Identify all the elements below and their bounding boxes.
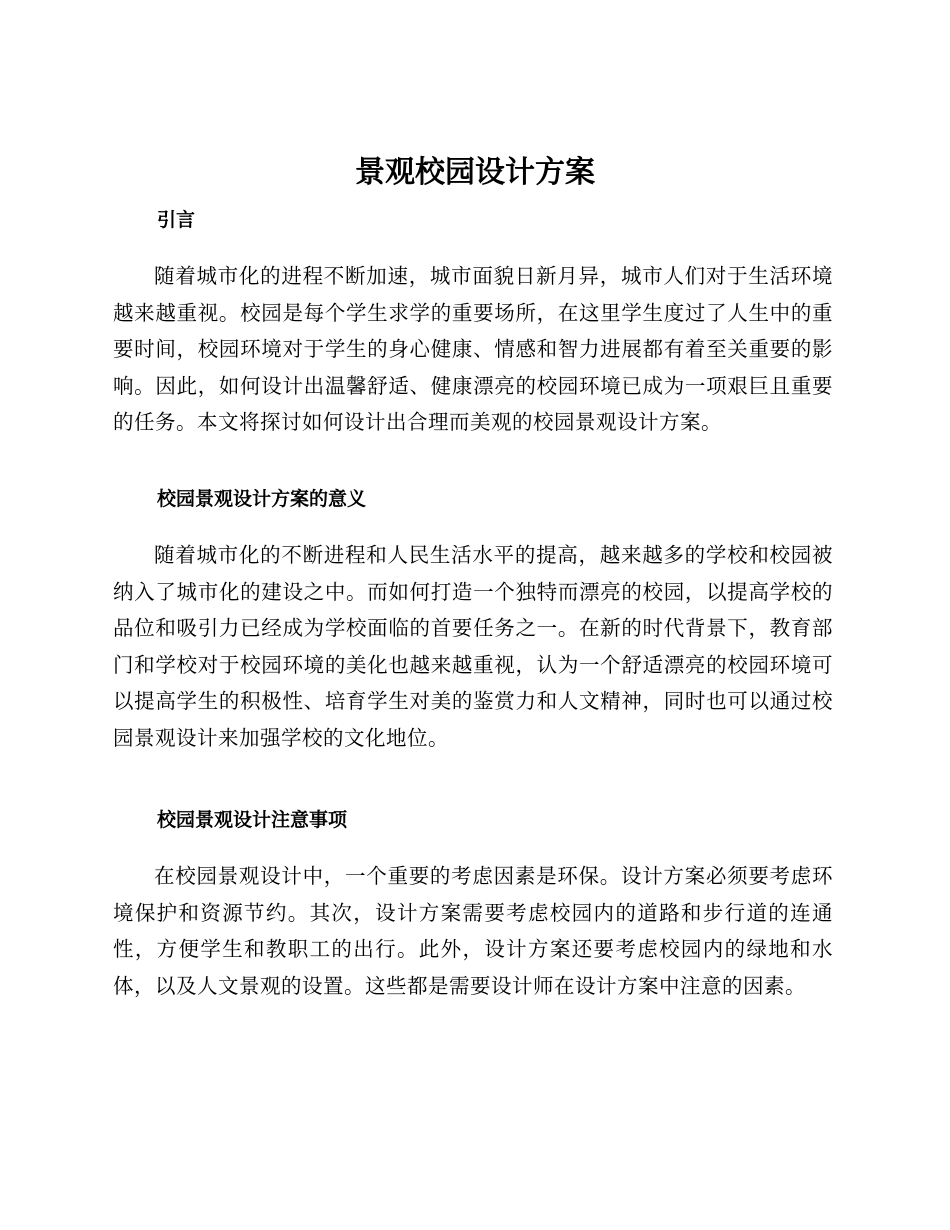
section-paragraph-significance: 随着城市化的不断进程和人民生活水平的提高，越来越多的学校和校园被纳入了城市化的建设之中。而如何打造一个独特而漂亮的校园，以提高学校的品位和吸引力已经成为学校面临的首要任务之一。在新的时代背景下，教育部门和学校对于校园环境的美化也越来越重视，认为一个舒适漂亮的校园环境可以提高学生的积极性、培育学生对美的鉴赏力和人文精神，同时也可以通过校园景观设计来加强学校的文化地位。 <box>113 543 833 750</box>
section-heading-considerations: 校园景观设计注意事项 <box>157 809 348 831</box>
section-considerations <box>113 806 833 1004</box>
section-paragraph-considerations: 在校园景观设计中，一个重要的考虑因素是环保。设计方案必须要考虑环境保护和资源节约。其次，设计方案需要考虑校园内的道路和步行道的连通性，方便学生和教职工的出行。此外，设计方案还要考虑校园内的绿地和水体，以及人文景观的设置。这些都是需要设计师在设计方案中注意的因素。 <box>113 864 833 998</box>
section-introduction <box>113 206 833 441</box>
document-title: 景观校园设计方案 <box>355 155 595 190</box>
section-heading-introduction: 引言 <box>157 209 196 231</box>
section-paragraph-introduction: 随着城市化的进程不断加速，城市面貌日新月异，城市人们对于生活环境越来越重视。校园是每个学生求学的重要场所，在这里学生度过了人生中的重要时间，校园环境对于学生的身心健康、情感和智力进展都有着至关重要的影响。因此，如何设计出温馨舒适、健康漂亮的校园环境已成为一项艰巨且重要的任务。本文将探讨如何设计出合理而美观的校园景观设计方案。 <box>113 264 833 434</box>
section-heading-significance: 校园景观设计方案的意义 <box>157 488 367 510</box>
section-significance <box>113 485 833 756</box>
